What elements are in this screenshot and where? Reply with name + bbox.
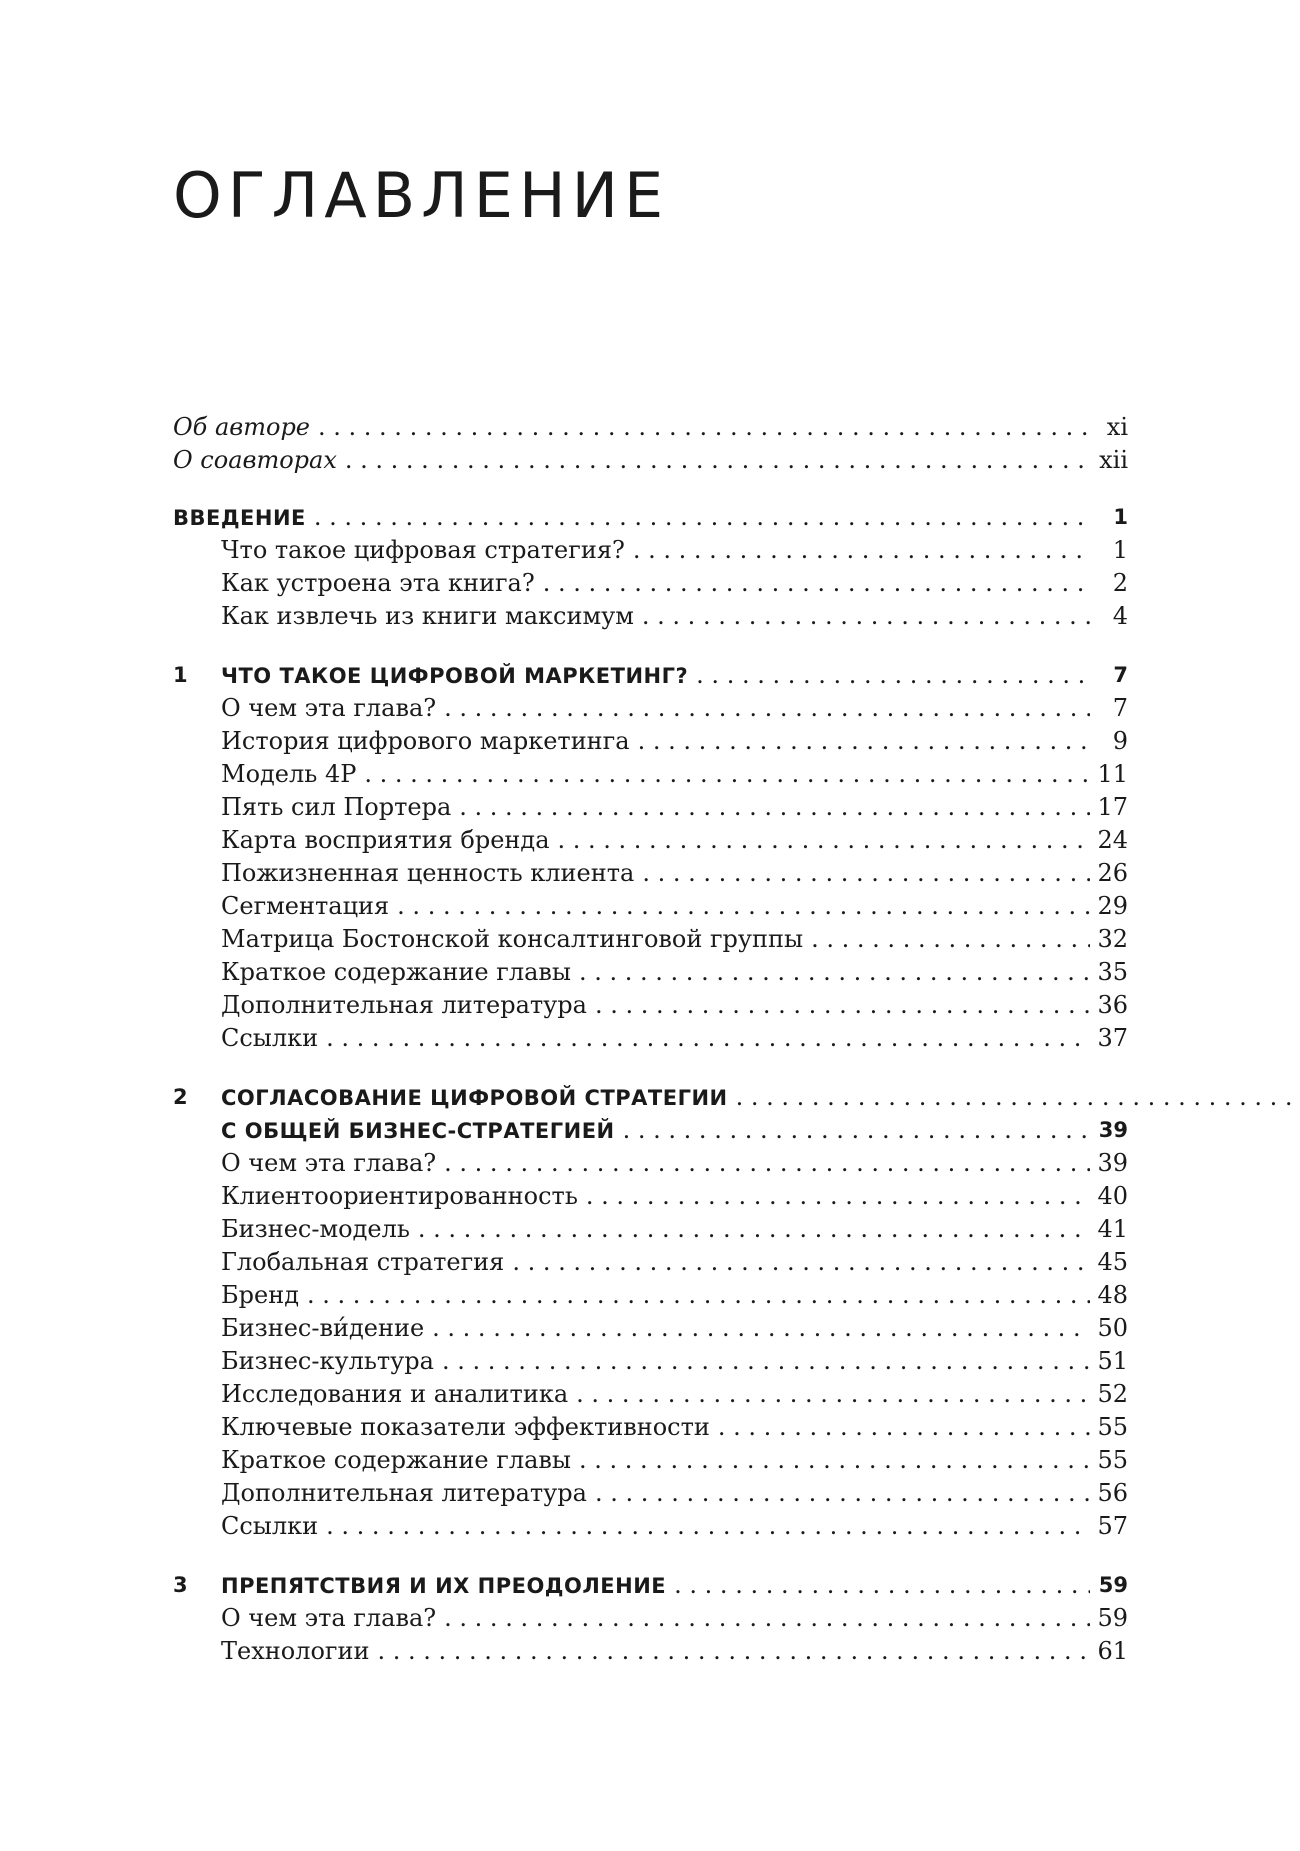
toc-entry[interactable] xyxy=(173,1510,1128,1543)
toc-entry-title: Глобальная стратегия xyxy=(221,1248,505,1276)
toc-entry-page: xii xyxy=(1090,444,1128,477)
toc-chapter-2[interactable] xyxy=(173,1114,1128,1147)
toc-entry-title: Бизнес-культура xyxy=(221,1347,434,1375)
toc-entry[interactable] xyxy=(173,857,1128,890)
chapter-number: 2 xyxy=(173,1085,188,1109)
toc-entry-about-author[interactable] xyxy=(173,411,1128,444)
toc-entry[interactable] xyxy=(173,1022,1128,1055)
toc-entry-title: О чем эта глава? xyxy=(221,1604,437,1632)
toc-entry-page: 45 xyxy=(1090,1246,1128,1279)
toc-entry-title: Об авторе xyxy=(173,413,311,441)
toc-entry-page: 39 xyxy=(1090,1147,1128,1180)
toc-entry-title: Как устроена эта книга? xyxy=(221,569,535,597)
toc-entry-title: О чем эта глава? xyxy=(221,694,437,722)
toc-entry[interactable] xyxy=(173,956,1128,989)
toc-chapter-1[interactable] xyxy=(173,659,1128,692)
toc-entry-title: Дополнительная литература xyxy=(221,991,587,1019)
toc-section-introduction[interactable] xyxy=(173,501,1128,534)
toc-entry-title: Ссылки xyxy=(221,1512,319,1540)
chapter-number: 3 xyxy=(173,1573,188,1597)
toc-entry-title: О соавторах xyxy=(173,446,337,474)
toc-entry-title: Ключевые показатели эффективности xyxy=(221,1413,710,1441)
chapter-number: 1 xyxy=(173,663,188,687)
table-of-contents xyxy=(173,411,1128,1668)
toc-entry[interactable] xyxy=(173,1312,1128,1345)
toc-entry[interactable] xyxy=(173,692,1128,725)
toc-entry-title: Краткое содержание главы xyxy=(221,1446,571,1474)
toc-entry[interactable] xyxy=(173,923,1128,956)
toc-entry-title: Бизнес-модель xyxy=(221,1215,410,1243)
toc-chapter-2-line1[interactable] xyxy=(173,1081,1128,1114)
toc-entry-title: Ссылки xyxy=(221,1024,319,1052)
toc-entry[interactable] xyxy=(173,1602,1128,1635)
toc-entry-title: История цифрового маркетинга xyxy=(221,727,630,755)
toc-entry[interactable] xyxy=(173,824,1128,857)
toc-entry-page: 51 xyxy=(1090,1345,1128,1378)
toc-entry-page: 50 xyxy=(1090,1312,1128,1345)
toc-entry[interactable] xyxy=(173,1147,1128,1180)
toc-entry[interactable] xyxy=(173,1246,1128,1279)
toc-entry[interactable] xyxy=(173,758,1128,791)
toc-entry-page: 9 xyxy=(1090,725,1128,758)
page-title: ОГЛАВЛЕНИЕ xyxy=(173,159,670,232)
toc-entry-page: 1 xyxy=(1090,534,1128,567)
toc-entry-page: 11 xyxy=(1090,758,1128,791)
toc-entry-page: 32 xyxy=(1090,923,1128,956)
toc-entry-page: 52 xyxy=(1090,1378,1128,1411)
toc-entry[interactable] xyxy=(173,1477,1128,1510)
toc-entry[interactable] xyxy=(173,567,1128,600)
toc-entry-page: xi xyxy=(1090,411,1128,444)
toc-chapter-3[interactable] xyxy=(173,1569,1128,1602)
toc-entry-title: Сегментация xyxy=(221,892,390,920)
toc-entry-page: 36 xyxy=(1090,989,1128,1022)
toc-entry-page: 40 xyxy=(1090,1180,1128,1213)
toc-entry-page: 59 xyxy=(1090,1602,1128,1635)
toc-entry-page: 35 xyxy=(1090,956,1128,989)
toc-chapter-title: С ОБЩЕЙ БИЗНЕС-СТРАТЕГИЕЙ xyxy=(221,1119,615,1143)
toc-entry-title: Краткое содержание главы xyxy=(221,958,571,986)
toc-entry-title: Клиентоориентированность xyxy=(221,1182,578,1210)
toc-entry[interactable] xyxy=(173,1635,1128,1668)
toc-entry-page: 57 xyxy=(1090,1510,1128,1543)
toc-entry-title: О чем эта глава? xyxy=(221,1149,437,1177)
toc-entry-title: Что такое цифровая стратегия? xyxy=(221,536,625,564)
toc-chapter-page: 39 xyxy=(1090,1114,1128,1147)
toc-entry-title: Карта восприятия бренда xyxy=(221,826,550,854)
toc-entry[interactable] xyxy=(173,1345,1128,1378)
toc-entry-title: Пожизненная ценность клиента xyxy=(221,859,635,887)
toc-entry-page: 26 xyxy=(1090,857,1128,890)
toc-entry-title: Модель 4P xyxy=(221,760,357,788)
toc-entry[interactable] xyxy=(173,1213,1128,1246)
toc-chapter-page: 59 xyxy=(1090,1569,1128,1602)
toc-entry-page: 41 xyxy=(1090,1213,1128,1246)
toc-entry-title: Исследования и аналитика xyxy=(221,1380,569,1408)
toc-entry-title: Дополнительная литература xyxy=(221,1479,587,1507)
toc-entry[interactable] xyxy=(173,534,1128,567)
toc-chapter-title: ЧТО ТАКОЕ ЦИФРОВОЙ МАРКЕТИНГ? xyxy=(221,664,689,688)
toc-entry-page: 37 xyxy=(1090,1022,1128,1055)
toc-entry[interactable] xyxy=(173,725,1128,758)
toc-entry-page: 56 xyxy=(1090,1477,1128,1510)
toc-entry-title: Технологии xyxy=(221,1637,370,1665)
toc-entry-page: 61 xyxy=(1090,1635,1128,1668)
toc-section-page: 1 xyxy=(1090,501,1128,534)
toc-entry[interactable] xyxy=(173,1180,1128,1213)
toc-entry[interactable] xyxy=(173,1279,1128,1312)
toc-entry[interactable] xyxy=(173,600,1128,633)
toc-entry-about-coauthors[interactable] xyxy=(173,444,1128,477)
toc-entry-title: Бизнес-ви́дение xyxy=(221,1314,425,1342)
toc-entry[interactable] xyxy=(173,890,1128,923)
toc-entry-page: 55 xyxy=(1090,1411,1128,1444)
toc-entry-title: Бренд xyxy=(221,1281,299,1309)
toc-entry[interactable] xyxy=(173,989,1128,1022)
toc-entry-page: 2 xyxy=(1090,567,1128,600)
toc-entry[interactable] xyxy=(173,1411,1128,1444)
toc-entry-page: 29 xyxy=(1090,890,1128,923)
toc-entry-page: 4 xyxy=(1090,600,1128,633)
toc-entry[interactable] xyxy=(173,791,1128,824)
toc-entry[interactable] xyxy=(173,1378,1128,1411)
toc-entry-title: Матрица Бостонской консалтинговой группы xyxy=(221,925,804,953)
toc-entry-page: 24 xyxy=(1090,824,1128,857)
toc-entry-title: Пять сил Портера xyxy=(221,793,452,821)
toc-chapter-title-line1: СОГЛАСОВАНИЕ ЦИФРОВОЙ СТРАТЕГИИ xyxy=(221,1086,728,1110)
toc-entry-page: 48 xyxy=(1090,1279,1128,1312)
toc-section-title: ВВЕДЕНИЕ xyxy=(173,506,306,530)
toc-entry[interactable] xyxy=(173,1444,1128,1477)
toc-entry-title: Как извлечь из книги максимум xyxy=(221,602,634,630)
toc-entry-page: 7 xyxy=(1090,692,1128,725)
toc-entry-page: 17 xyxy=(1090,791,1128,824)
toc-chapter-title: ПРЕПЯТСТВИЯ И ИХ ПРЕОДОЛЕНИЕ xyxy=(221,1574,667,1598)
toc-chapter-page: 7 xyxy=(1090,659,1128,692)
toc-entry-page: 55 xyxy=(1090,1444,1128,1477)
